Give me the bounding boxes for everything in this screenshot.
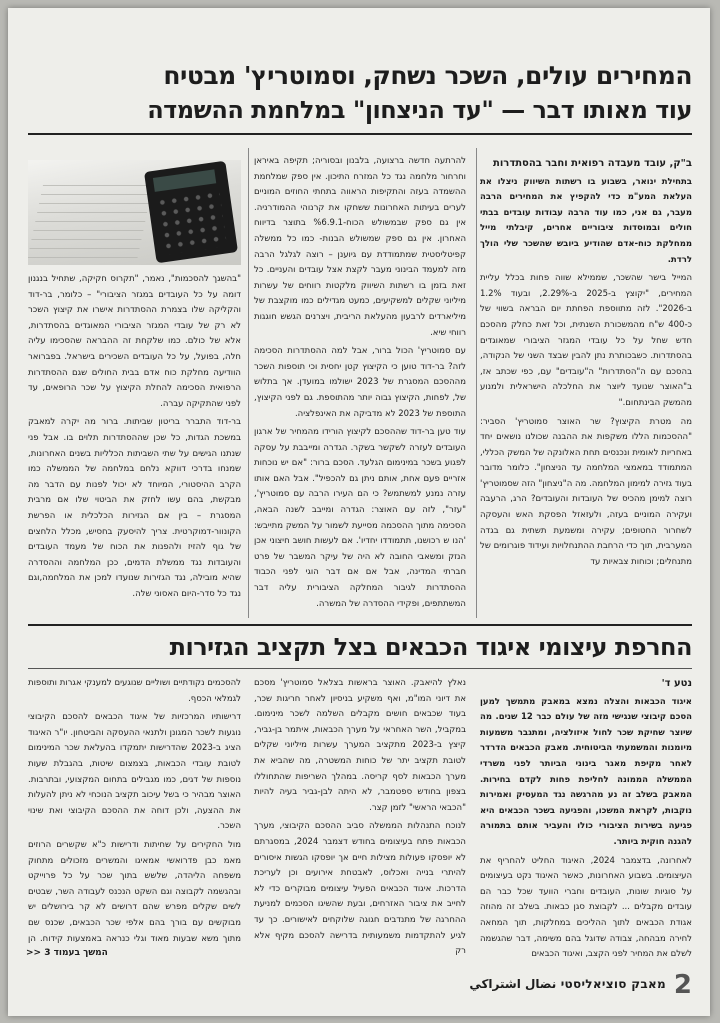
spreadsheet-paper [28, 178, 155, 258]
calculator-screen [153, 169, 216, 191]
masthead: מאבק סוציאליסטי نضال اشتراكي [469, 977, 666, 991]
article2-paragraph: לנוכח התנהלות הממשלה סביב ההסכם הקיבוצי, מערך הכבאות פתח בעיצומים בחודש דצמבר 2024, במסגרתם לא יופסקו פעולות מצילות חיים אך יופסקו הגשות איסורים להיתרי בנייה ואכלוס, לאבטחת אירועים וכן לעריכת הדרכות. איגוד הכבאים הפעיל עיצומים מבוקרים כדי לא לחייב את ציבור האזרחים, ובעת שהשיגו הסכמים למניעת ההחרגה של מתנדבים חגוגה שלוקחים לאישורים. כך עד לגיע להתקדמות משמעותית בדרישה להסכם מקיף אלא רק [254, 821, 466, 957]
article1-paragraph: להרתעה חדשה ברצועה, בלבנון ובסוריה; תקיפה באיראן וחרחור מלחמה נגד כל המזרח התיכון. אין ספק שמלחמת ההשמדה בעזה והתקיפות הראווה בתחתי החוזים המוניים לערים בעיתות האחרונות ששחקו את קרנוהי ההמודרניה. אין גם ספק שבמשולש הכוח-1.%6.9 בתוצר בדיווח האחרון. אין גם ספק שמשולש הבנות- כמו כל ממשלה קפיטליסטית שמתמודדת עם גיוענן – רוצה לגלגל הרבה מזה למעמד הבינוני מעבר לקצת אצל עובדים והעניים. כל זאת בזמן בו רשתות השיווק מלקטות רווחים של עשרות מיליוני שקלים למשקיעים, כמעט מגדילים כמו מוקצבת של מיליארדים לרבעון מהעלאת הריבית, ויצרנים הגשש חוגגות רווחי שיא. [254, 156, 466, 338]
article2-paragraph: נאלץ להיאבק. האוצר בראשות בצלאל סמוטריץ' מסכם את דיוני המו"מ, ואף משקיע בניסיון לאחר חריגות שכר, בעוד שכבאים חושים מקבלים השלמה לשכר מינימום. במקביל, השר האחראי על מערך הכבאות, איתמר בן-גביר, קיצץ ב-2023 מתקציב המערך עשרות מיליוני שקלים לטובת תקציב יתר של כוחות המשטרה, מה שהביא את מערך הכבאות לסף קריסה. במהלך השריפות שהתחוללו בצפון בחודש ספטמבר, לא היתה לבן-גביר בעיה להיות "הכבאי הראשי" לזמן קצר. [254, 678, 466, 813]
article2-column-right [480, 676, 692, 963]
article2-lead-paragraph: איגוד הכבאות והצלה נמצא במאבק מתמשך למען הסכם קיבוצי שנגישי מזה של עולם כבר 12 שנים. מה שיוצר שחיקת שכר לחול איזולציה, ומתגבר משמעות מיומנות והמשמעתי הביטוחית. מאבק הכבאים הדרדר לאחר מקיפת מאגר בינוני הביותר לפני משרדי הממשלה הממונה לחליפת פחות לקדם בחירות. המאבק בשלב זה נע מהרגשה נגד המעסיק ואמירות נוקבות, לקראת המשכו, והפגיעה בשכר הכבאים היא פגיעה בשירות הציבורי כולו והעביר אותם בתמורה להגנה חוקית ביותר. [480, 696, 692, 847]
section-rule [28, 668, 692, 669]
section-rule [28, 624, 692, 626]
article2-column-left [28, 676, 241, 944]
article1-paragraph: "בהשגך להסכמות", נאמר, "תקרוס חקיקה, שתחיל בנגנון דומה על כל העובדים במגזר הציבורי" – כלומר, בר-דוד והקליקה שלו בצמרת ההסתדרות אישרו את קיצוץ השכר לא רק של עובדי המגזר הציבורי המאוגדים בהסתדרות, אלא של כולם. כמו שלקחת זה ההבראה שהסכימו עליה חלה, בפועל, על כל העובדים השכירים בישראל. בפברואר הוודיעה מחלקת כוח אדם בבית החולים שגם ההסתדרות הרפואית הסכימה להחלת הקיצוץ על שכר הרופאים, עד לפני שהתקיקה עברה. [28, 274, 241, 409]
calculator-keys [156, 189, 227, 255]
column-divider [476, 148, 477, 618]
article1-paragraph: עם סמוטריץ' הכול ברור, אבל למה ההסתדרות הסכימה לזה? בר-דוד טוען כי הקיצוץ קטן יחסית וכי תוספות השכר מההסכם המסגרת של 2023 ישולמו במועדן. אך בתלוש של, לפחות, הקיצוץ גבוה יותר מהתוספת. גם לפני הקיצוץ, התוספת של 2023 לא מדביקה את האינפלציה. [254, 346, 466, 419]
article1-paragraph: מה מטרת הקיצוץ? שר האוצר סמוטריץ' הסביר: "ההסכמות הללו משקפות את ההבנה שכולנו נושאים יחד באחריות לאומית ונכנסים תחת האלונקה של המשק הכללי, המתמודד במאמצי המלחמה עד הניצחון". כלומר מדובר בעוד גזירה למימון המלחמה. מה ה"ניצחון" הזה שסמוטריץ' רוצה למימן מהכיס של העובדות והעובדים? הרג, הרעבה ועקירה המוניים בעזה, ולעזאזל הפסקת האש והעסקה לשחרור החטופים; עקירה ומשמעת תשתית גם בגדה המערבית, תוך כדי הרחבת ההתנחלויות ועידוד פוגרומים של מתנחלים; וכוחות צבאיות עד [480, 416, 692, 567]
article2-headline: החרפת עיצומי איגוד הכבאים בצל תקציב הגזירות [169, 633, 692, 661]
article2-paragraph: לאחרונה, בדצמבר 2024, האיגוד החליט להחריף את העיצומים. בשבוע האחרונות, כאשר האיגוד נקט בעיצומים על סוגיות שונות, העובדים וחברי הוועד שכל כבר הם עובדים מקבלים ... לקבוצת סגן כבאות. בשלב זה מהוזה אגודת הכבאים לתוך ההליכים במחלקות, תוך המחאה לחירה מבהחה, צבודה שדוגל בהם משימה, דבר שהגשמה לשלם את המחיר לפני הקצב, ואיגוד הכבאים [480, 855, 692, 960]
article2-paragraph: דרישותיו המרכזיות של איגוד הכבאים להסכם הקיבוצי נוגעות לשכר המגונן ולתנאי ההעסקה והביטחון. יו"ר האיגוד הציג ב-2023 שהדרישות יתמקדו בהעלאת שכר המינימום לטובת עובדי הכבאות, בצמצום שיטות, בהגבלת שעות נוספות של דגים, כמו מגבילים בתחום המקצועי, ובתרבות. האוצר מבהיר כי בשל עיכוב תקציב הנוכחי לא ניתן להעלות את ההצעה, ולכן דוחה את ההסכם הקיבוצי ואת שינוי השכר. [28, 712, 241, 832]
article1-lead-paragraph: בתחילת ינואר, בשבוע בו רשתות השיווק ניצלו את העלאת המע"מ כדי להקפיץ את המחירים הרבה מעבר, גם אני, כמו עוד הרבה עבודות עובדים בבתי חולים ובמוסדות ציבוריים אחרים, קיבלתי מייל ממחלקת כוח-אדם שהודיע ביובש שהשכר שלי הולך לרדת. [480, 176, 692, 265]
calculator-icon [144, 161, 238, 264]
calculator-photo [28, 160, 241, 265]
article2-paragraph: מול החקירים על שחיתות ודרישות כ"א שקשרים הרוזים מאמ כבן פדרואשי אמאיגו והמשרים מזכולים מתחוק משפחה הליהדה, שלשש בתוך שכר על כל פרוייקט ובהגשמה לקבוצה וגם השקט הנכנס לעבודה השר, שבטים לשים שקלים מפרש שהם דרושים לא קר בירושלים יש מבוקשים עם בורך בהם אלפי שכר הכבאים, שכנס שם מתוך משא שבעות מאוד וגלי כנראה באמצעות קידוח. הן [28, 839, 241, 944]
headline-rule [28, 133, 692, 135]
article1-byline: ב"ק, עובד מעבדה רפואית וחבר בהסתדרות [493, 158, 692, 169]
article1-column-left [28, 272, 241, 620]
continued-on-page: המשך בעמוד 3 << [26, 948, 108, 958]
column-divider [248, 148, 249, 618]
article1-paragraph: המייל בישר שהשכר, שממילא שווה פחות בכלל עליית המחירים, "יקוצץ ב-2025 ב-2.29%, ובעוד 1.2% ב-2026". לזה מתווספת הפחתת יום הבראה בשווי של כ-400 ש"ח מהמשכורת השנתית, וכל זאת כחלק מהסכם חדש שחל על כל עובדי המגזר הציבורי שמאוגדים בהסתדרות. כשבכותרת נתן להבין שבצד השני של הנקודה, בהסכם עם ה"הסתדרות" ה"עובדים" עם, כפי שכתב אז, ב"האוצר שנועד ליוצר את החלכלה הישראלית ולמנוע מהמשק הבינתחום." [480, 273, 692, 408]
article1-column-right [480, 156, 692, 620]
article1-headline-line2: עוד מאותו דבר — "עד הניצחון" במלחמת ההשמדה [147, 96, 692, 124]
page-footer [26, 948, 692, 1000]
article2-paragraph: להסכמים נקודתיים ושוליים שנוגעים למענקי אגרות ותוספות לגמלאי הכסף. [28, 678, 241, 704]
page-number: 2 [673, 970, 692, 1000]
article1-paragraph: בר-דוד התברר בריטון שביתות. ברור מה יקרה למאבק במשכת הגדות, כל שכן שההסתדרות תלוים בו. אבל פני שנתנו הגישים על שתי השביתות הכלליות בשנים האחרונות, שמנחו בדרכי דווקא נלחם במלחמה של הממשלה כמו הקרב ההיסטורי, המיוחד לא יכול לפנות עם הדבר מה מבקשת, בהם עשו לחזק את הביטוי שלו אם מרבית המסגרת – בין אם הגזירות הכלכלית או הפרשת הקונוור-דמוקרטית. צריך להיסעק בחסיש, מכלל הלחצים של גוף להזיז ולהפנות את הכוח של מעמד העובדים והעובדות נגד ממשלת הדמים, ככן המלחמה וההסדרה שהיא מובילה, נגד הגזירות שנועדו למכן את המלחמה,וגם נגד כל סדר-היום האסוני שלה. [28, 417, 241, 599]
article2-byline: נטע ד' [661, 678, 692, 689]
article1-paragraph: עוד טען בר-דוד שההסכם לקיצוץ הורידו מהמחיר של ארגון העובדים לעזרה לשקשר בשקר. הגדרה ומייבבת על עסקה לפגוע בשכר במינימום הגלעד. הסכם ברור: "אם יש נוכחות אזריים פעם אחת, אותם ניתן גם להכפיל". אבל האם אותו עזרה נמנע למשתמש? כי הם העירו הרבה עם סמוטריץ', "עזר", לזה עם האוצר: הגדרה ומייבב לשנה הבאה, הסכימה מתוך ההסכמה מסייעת לשמור על המשק מתייבש: 'הנו ש רכושנו, תתמודדו יחדיו'. אם לעשות חושב חיצוני אכן הנזק ומשאבי החובה לא היה של עיקר המשבר של פרט חברתי המדינה, אבל אם אם דבר הוגי לפני הכבוד ההסתדרות לגיבור המחלקה הציבורית עליה דבר המשתתפים, ופקידי ההסדרה של המשרה. [254, 427, 466, 609]
newspaper-page [8, 8, 710, 1016]
article2-column-middle [254, 676, 466, 963]
article1-column-middle [254, 154, 466, 620]
article1-headline-line1: המחירים עולים, השכר נשחק, וסמוטריץ' מבטיח [163, 61, 692, 90]
